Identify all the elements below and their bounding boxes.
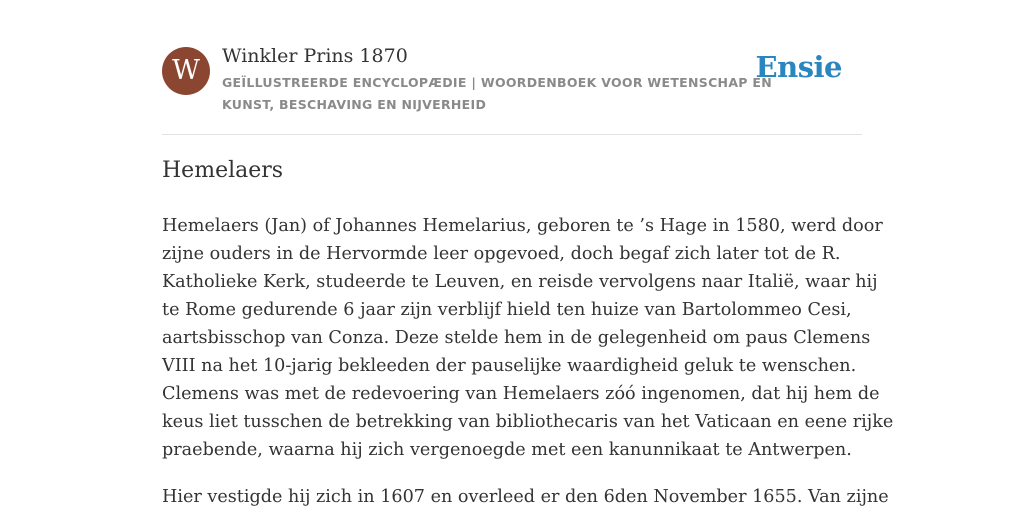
paragraph-line: Hier vestigde hij zich in 1607 en overleed er den 6den November 1655. Van zijne xyxy=(162,487,889,507)
paragraph-line: keus liet tusschen de betrekking van bibliothecaris van het Vaticaan en eene rijke xyxy=(162,412,894,432)
source-subtitle xyxy=(222,72,772,116)
paragraph-line: Hemelaers (Jan) of Johannes Hemelarius, geboren te ’s Hage in 1580, werd door xyxy=(162,216,883,236)
paragraph-line: te Rome gedurende 6 jaar zijn verblijf hield ten huize van Bartolommeo Cesi, xyxy=(162,300,852,320)
source-header xyxy=(162,0,862,135)
paragraph-line: Katholieke Kerk, studeerde te Leuven, en reisde vervolgens naar Italië, waar hij xyxy=(162,272,878,292)
avatar[interactable]: W xyxy=(162,47,210,95)
paragraph-line: VIII na het 10-jarig bekleeden der pauselijke waardigheid geluk te wenschen. xyxy=(162,356,857,376)
article-paragraph xyxy=(162,483,889,511)
paragraph-line: zijne ouders in de Hervormde leer opgevoed, doch begaf zich later tot de R. xyxy=(162,244,841,264)
source-subtitle-line: GEÏLLUSTREERDE ENCYCLOPÆDIE | WOORDENBOEK VOOR WETENSCHAP EN xyxy=(222,75,772,90)
source-title[interactable]: Winkler Prins 1870 xyxy=(222,45,408,67)
paragraph-line: aartsbisschop van Conza. Deze stelde hem in de gelegenheid om paus Clemens xyxy=(162,328,871,348)
paragraph-line: Clemens was met de redevoering van Hemelaers zóó ingenomen, dat hij hem de xyxy=(162,384,880,404)
content-column xyxy=(162,0,894,507)
source-subtitle-line: KUNST, BESCHAVING EN NIJVERHEID xyxy=(222,97,487,112)
paragraph-line: praebende, waarna hij zich vergenoegde met een kanunnikaat te Antwerpen. xyxy=(162,440,852,460)
ensie-logo-link[interactable]: Ensie xyxy=(755,50,842,84)
article-title: Hemelaers xyxy=(162,158,284,183)
article-paragraph xyxy=(162,212,894,464)
